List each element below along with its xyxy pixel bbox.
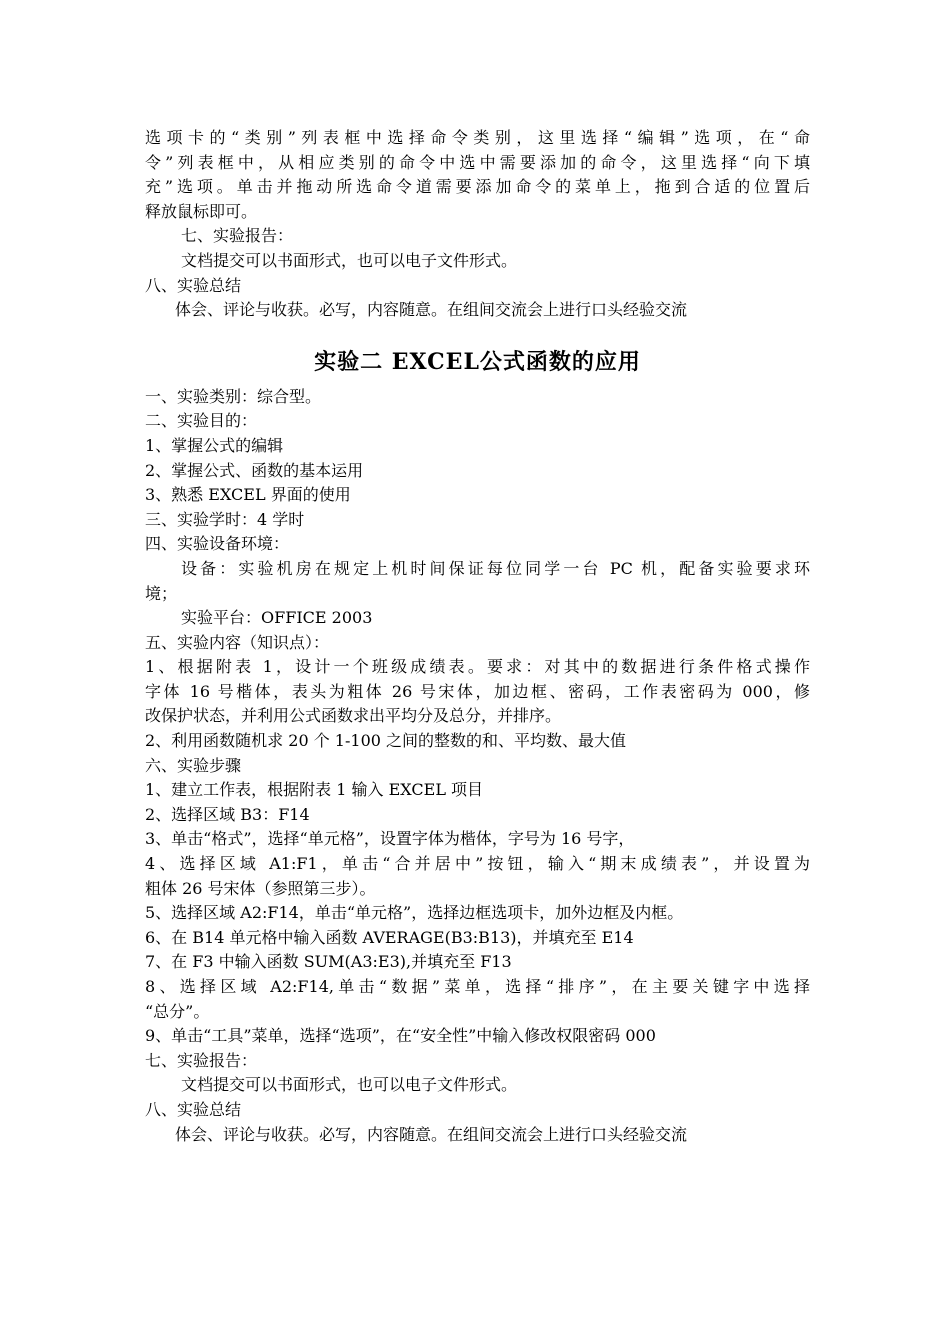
report-text: 文档提交可以书面形式，也可以电子文件形式。 xyxy=(181,250,518,270)
step-line: 1、建立工作表，根据附表 1 输入 EXCEL 项目 xyxy=(145,780,484,800)
step-line: 3、单击“格式”，选择“单元格”，设置字体为楷体，字号为 16 号字， xyxy=(145,829,635,849)
step-line: “总分”。 xyxy=(145,1001,210,1021)
content-line: 字体 16 号楷体，表头为粗体 26 号宋体，加边框、密码，工作表密码为 000，修 xyxy=(145,681,810,701)
experiment-title: 实验二 EXCEL公式函数的应用 xyxy=(314,348,641,375)
hours-line: 三、实验学时：4 学时 xyxy=(145,509,305,529)
content-heading: 五、实验内容（知识点）： xyxy=(145,632,330,652)
steps-heading: 六、实验步骤 xyxy=(145,755,242,775)
env-device-line: 境； xyxy=(145,583,178,603)
step-line: 8、选择区域 A2:F14,单击“数据”菜单，选择“排序”，在主要关键字中选择 xyxy=(145,977,810,996)
step-line: 4、选择区域 A1:F1，单击“合并居中”按钮，输入“期末成绩表”，并设置为 xyxy=(145,854,810,874)
step-line: 5、选择区域 A2:F14，单击“单元格”，选择边框选项卡，加外边框及内框。 xyxy=(145,903,684,923)
paragraph-line: 释放鼠标即可。 xyxy=(145,201,258,221)
summary-heading: 八、实验总结 xyxy=(145,275,242,295)
content-line: 1、根据附表 1，设计一个班级成绩表。要求：对其中的数据进行条件格式操作 xyxy=(145,657,810,677)
category-line: 一、实验类别：综合型。 xyxy=(145,386,322,406)
intro-paragraph xyxy=(145,126,810,224)
purpose-item: 1、掌握公式的编辑 xyxy=(145,435,284,455)
env-device-line: 设备：实验机房在规定上机时间保证每位同学一台 PC 机，配备实验要求环 xyxy=(181,558,810,578)
summary-heading: 八、实验总结 xyxy=(145,1099,242,1119)
step-line: 9、单击“工具”菜单，选择“选项”，在“安全性”中输入修改权限密码 000 xyxy=(145,1026,656,1046)
env-heading: 四、实验设备环境： xyxy=(145,534,290,554)
report-heading: 七、实验报告： xyxy=(145,1050,258,1070)
paragraph-line: 令”列表框中，从相应类别的命令中选中需要添加的命令，这里选择“向下填 xyxy=(145,152,810,172)
purpose-item: 3、熟悉 EXCEL 界面的使用 xyxy=(145,485,351,505)
step-line: 6、在 B14 单元格中输入函数 AVERAGE(B3:B13)，并填充至 E14 xyxy=(145,927,634,947)
purpose-heading: 二、实验目的： xyxy=(145,411,258,431)
summary-text: 体会、评论与收获。必写，内容随意。在组间交流会上进行口头经验交流 xyxy=(175,300,688,320)
summary-text: 体会、评论与收获。必写，内容随意。在组间交流会上进行口头经验交流 xyxy=(175,1124,688,1144)
paragraph-line: 选项卡的“类别”列表框中选择命令类别，这里选择“编辑”选项，在“命 xyxy=(145,128,810,147)
content-line: 2、利用函数随机求 20 个 1-100 之间的整数的和、平均数、最大值 xyxy=(145,731,627,751)
paragraph-line: 充”选项。单击并拖动所选命令道需要添加命令的菜单上，拖到合适的位置后 xyxy=(145,177,810,197)
step-line: 粗体 26 号宋体（参照第三步）。 xyxy=(145,878,376,898)
report-text: 文档提交可以书面形式，也可以电子文件形式。 xyxy=(181,1075,518,1095)
report-heading: 七、实验报告： xyxy=(181,226,294,246)
step-line: 2、选择区域 B3：F14 xyxy=(145,804,310,824)
env-platform: 实验平台：OFFICE 2003 xyxy=(181,608,373,628)
purpose-item: 2、掌握公式、函数的基本运用 xyxy=(145,460,364,480)
content-line: 改保护状态，并利用公式函数求出平均分及总分，并排序。 xyxy=(145,706,562,726)
document-page xyxy=(145,126,810,1147)
step-line: 7、在 F3 中输入函数 SUM(A3:E3),并填充至 F13 xyxy=(145,952,512,972)
